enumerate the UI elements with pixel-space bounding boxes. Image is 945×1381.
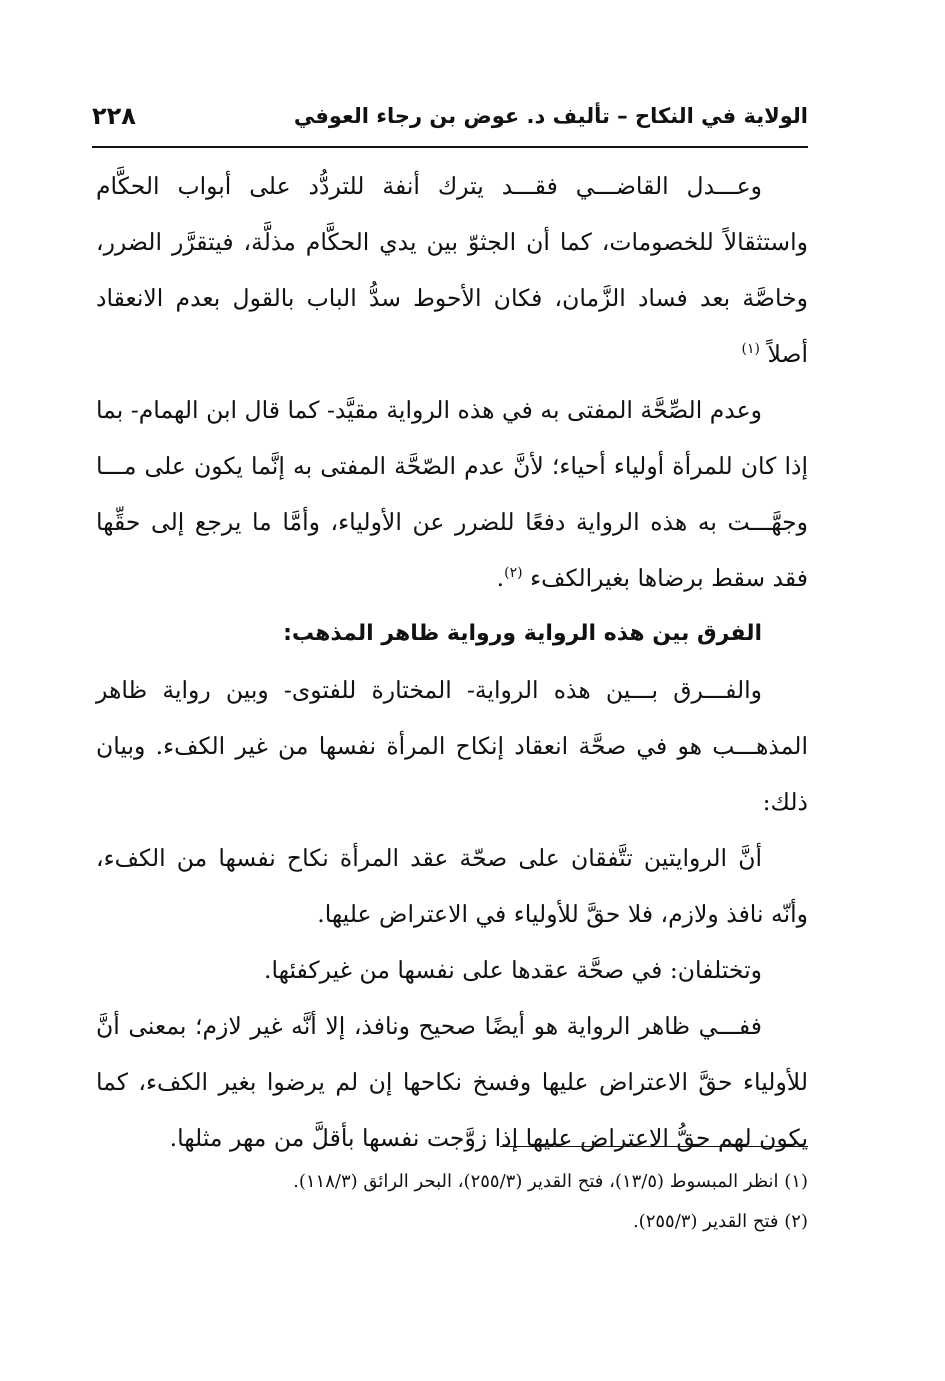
- paragraph-1: [96, 158, 808, 382]
- paragraph-2-text: وعدم الصِّحَّة المفتى به في هذه الرواية مقيَّد- كما قال ابن الهمام- بما إذا كان للمرأة أولياء أحياء؛ لأنَّ عدم الصّحَّة المفتى به إنَّما يكون على مـــا وجهَّـــت به هذه الرواية دفعًا للضرر عن الأولياء، وأمَّا ما يرجع إلى حقِّها فقد سقط برضاها بغيرالكفء: [96, 396, 808, 592]
- page-number: ٢٢٨: [92, 102, 136, 130]
- book-title: الولاية في النكاح – تأليف د. عوض بن رجاء العوفي: [293, 104, 808, 128]
- main-text: [96, 158, 808, 1166]
- paragraph-5: وتختلفان: في صحَّة عقدها على نفسها من غيركفئها.: [263, 956, 762, 984]
- section-heading: الفرق بين هذه الرواية ورواية ظاهر المذهب:: [283, 621, 762, 646]
- paragraph-3: والفـــرق بـــين هذه الرواية- المختارة للفتوى- وبين رواية ظاهر المذهـــب هو في صحَّة انعقاد إنكاح المرأة نفسها من غير الكفء. وبيان ذلك:: [96, 676, 808, 816]
- running-header: [92, 100, 808, 146]
- paragraph-6: ففـــي ظاهر الرواية هو أيضًا صحيح ونافذ، إلا أنَّه غير لازم؛ بمعنى أنَّ للأولياء حقَّ الاعتراض عليها وفسخ نكاحها إن لم يرضوا بغير الكفء، كما يكون لهم حقُّ الاعتراض عليها إذا زوَّجت نفسها بأقلَّ من مهر مثلها.: [96, 1012, 808, 1152]
- footnote-ref-2[interactable]: (٢): [504, 565, 523, 582]
- paragraph-2-end: .: [496, 564, 505, 592]
- footnote-ref-1[interactable]: (١): [741, 341, 760, 358]
- paragraph-1-text: وعـــدل القاضـــي فقـــد يترك أنفة للتردُّد على أبواب الحكَّام واستثقالاً للخصومات، كما أن الجثوّ بين يدي الحكَّام مذلَّة، فيتقرَّر الضرر، وخاصَّة بعد فساد الزَّمان، فكان الأحوط سدُّ الباب بالقول بعدم الانعقاد أصلاً: [96, 172, 808, 368]
- footnotes: [96, 1162, 808, 1242]
- footnote-divider: [500, 1146, 808, 1147]
- paragraph-2: [96, 382, 808, 606]
- footnote-2: (٢) فتح القدير (٢٥٥/٣).: [632, 1211, 808, 1232]
- header-divider: [92, 146, 808, 148]
- paragraph-4: أنَّ الروايتين تتَّفقان على صحّة عقد المرأة نكاح نفسها من الكفء، وأنّه نافذ ولازم، فلا حقَّ للأولياء في الاعتراض عليها.: [96, 844, 808, 928]
- footnote-1: (١) انظر المبسوط (١٣/٥)، فتح القدير (٢٥٥/٣)، البحر الرائق (١١٨/٣).: [293, 1171, 808, 1192]
